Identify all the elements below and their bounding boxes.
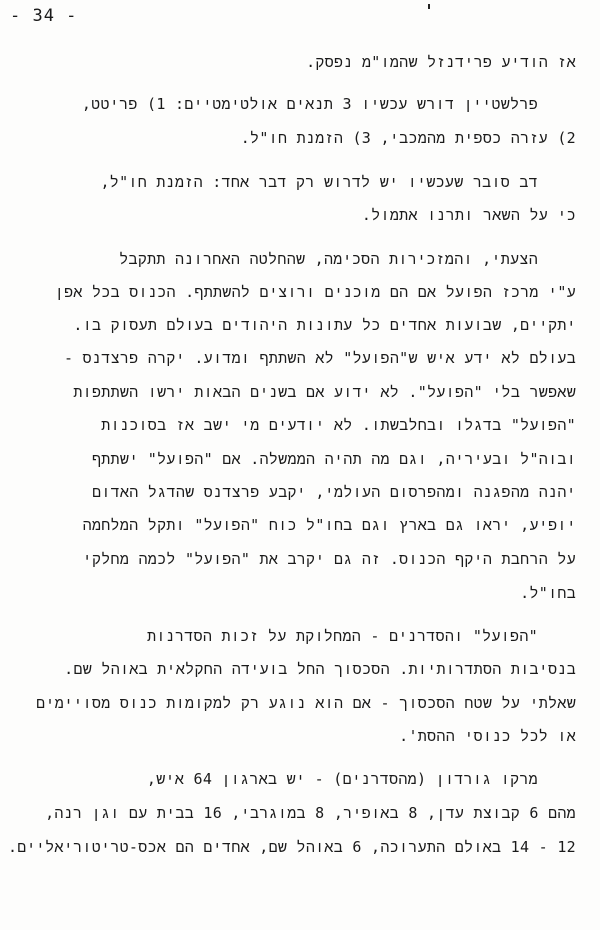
text-line: מהם 6 קבוצת עדן, 8 באופיר, 8 במוגרבי, 16 בבית עם וגן רנה,: [45, 804, 576, 822]
text-line: "הפועל" והסדרנים - המחלוקת על זכות הסדרנות: [147, 627, 538, 645]
text-line: כי על השאר ותרנו אתמול.: [361, 206, 576, 224]
text-line: אז הודיע פרידנזל שהמו"מ נפסק.: [306, 53, 576, 71]
text-line: 2) עזרה כספית מהמכבי, 3) הזמנת חו"ל.: [240, 129, 576, 147]
text-line: בעולם לא ידע איש ש"הפועל" לא השתתף ומדוע. יקרה פרצדנס -: [64, 349, 576, 367]
text-line: בחו"ל.: [520, 584, 576, 602]
text-line: שאלתי על שטח הסכסוך - אם הוא נוגע רק למקומות כנוס מסויימים: [36, 694, 576, 712]
page-number: - 34 -: [10, 6, 78, 26]
text-line: או לכל כנוסי ההסת'.: [399, 727, 576, 745]
text-line: ובוה"ל ובעיריה, וגם מה תהיה הממשלה. אם "הפועל" ישתתף: [91, 450, 576, 468]
text-line: יהנה מהפגנה ומהפרסום העולמי, יקבע פרצדנס שהדגל האדום: [92, 483, 576, 501]
text-line: יופיע, יראו גם בארץ וגם בחו"ל כוח "הפועל" ותקל המלחמה: [82, 516, 576, 534]
text-line: שאפשר בלי "הפועל". לא ידוע אם בשנים הבאות ירשו השתתפות: [73, 383, 576, 401]
text-line: ע"י מרכז הפועל אם הם מוכנים ורוצים להשתתף. הכנוס בכל אפן: [54, 283, 576, 301]
text-line: דב סובר שעכשיו יש לדרוש רק דבר אחד: הזמנת חו"ל,: [100, 173, 538, 191]
text-line: 12 - 14 באולם התערוכה, 6 באוהל שם, אחדים הם אכס-טריטוריאליים.: [7, 838, 576, 856]
text-line: הצעתי, והמזכירות הסכימה, שהחלטה האחרונה תתקבל: [119, 250, 538, 268]
text-line: יתקיים, שבועות אחדים כל עתונות היהודים בעולם תעסוק בו.: [73, 316, 576, 334]
text-line: מרקו גורדון (מהסדרנים) - יש בארגון 64 איש,: [146, 770, 538, 788]
text-line: על הרחבת היקף הכנוס. זה גם יקרב את "הפועל" לכמה מחלקי: [82, 550, 576, 568]
text-line: "הפועל" בדגלו ובחלבשתו. לא יודעים מי ישב אז בסוכנות: [101, 416, 576, 434]
text-line: פרלשטיין דורש עכשיו 3 תנאים אולטימטיים: 1) פריטט,: [81, 95, 538, 113]
stray-ink-mark: [428, 4, 430, 9]
text-line: בנסיבות הסתדרותיות. הסכסוך החל בועידה החקלאית באוהל שם.: [64, 660, 576, 678]
